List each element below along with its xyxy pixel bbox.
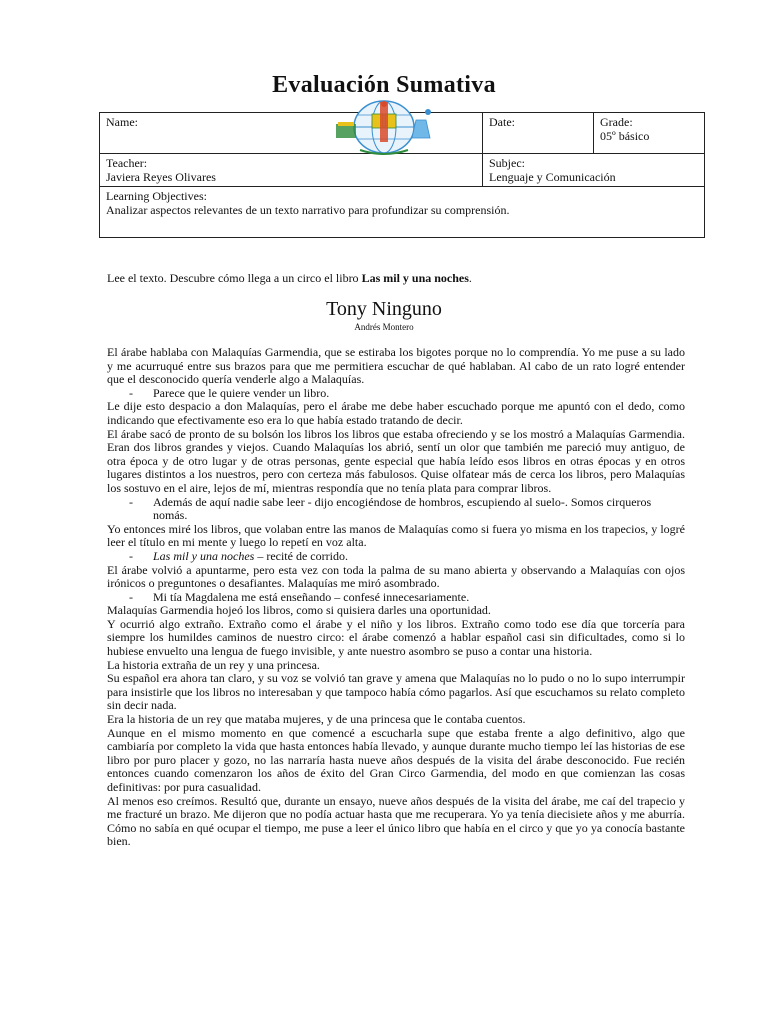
intro-text: Lee el texto. Descubre cómo llega a un circo el libro	[107, 271, 362, 285]
dash-marker: -	[129, 385, 133, 400]
paragraph: Y ocurrió algo extraño. Extraño como el árabe y el niño y los libros. Extraño como todo ese día que torcería para siempre los humildes caminos de nuestro circo: el árabe comenzó a hablar español casi sin dificultades, como si lo hubiese envuelto una lengua de fuego invisible, y ante nuestro asombro se puso a contar una historia.	[107, 616, 685, 659]
story-author: Andrés Montero	[354, 322, 414, 332]
grade-label: Grade:	[600, 115, 633, 129]
paragraph: Yo entonces miré los libros, que volaban entre las manos de Malaquías como si fuera yo misma en los trapecios, y logré leer el título en mi mente y luego lo repetí en voz alta.	[107, 521, 685, 550]
paragraph: Su español era ahora tan claro, y su voz se volvió tan grave y amena que Malaquías no lo pudo o no lo supo interrumpir para insistirle que los libros no interesaban y que tampoco había cómo pagarlos. Así que escuchamos su relato completo sin decir nada.	[107, 671, 685, 713]
dash-marker: -	[129, 589, 133, 604]
subject-cell	[483, 154, 705, 187]
dialogue-text: Además de aquí nadie sabe leer - dijo encogiéndose de hombros, escupiendo al suelo-. Somos cirqueros nomás.	[153, 494, 652, 523]
instructions	[107, 271, 707, 286]
subject-label: Subjec:	[489, 156, 525, 170]
book-title: Las mil y una noches	[361, 271, 469, 285]
paragraph: La historia extraña de un rey y una princesa.	[107, 657, 320, 672]
date-label: Date:	[489, 115, 515, 129]
teacher-value: Javiera Reyes Olivares	[106, 170, 216, 184]
dialogue-text: Mi tía Magdalena me está enseñando – confesé innecesariamente.	[153, 589, 470, 604]
page-title: Evaluación Sumativa	[272, 72, 496, 98]
objectives-value: Analizar aspectos relevantes de un texto narrativo para profundizar su comprensión.	[106, 203, 510, 217]
grade-cell	[594, 113, 705, 154]
objectives-label: Learning Objectives:	[106, 189, 207, 203]
story-body	[107, 346, 685, 849]
paragraph: Era la historia de un rey que mataba mujeres, y de una princesa que le contaba cuentos.	[107, 712, 526, 727]
dialogue-text: Parece que le quiere vender un libro.	[153, 385, 330, 400]
dialogue-book-title: Las mil y una noches	[153, 548, 255, 563]
story-title: Tony Ninguno	[326, 298, 442, 320]
dash-marker: -	[129, 494, 133, 509]
grade-value: 05º básico	[600, 129, 650, 143]
dash-marker: -	[129, 548, 133, 563]
school-crest-logo	[330, 98, 438, 156]
dialogue-line	[107, 387, 685, 401]
dialogue-line	[107, 496, 685, 523]
teacher-label: Teacher:	[106, 156, 148, 170]
date-cell	[483, 113, 594, 154]
paragraph: Le dije esto despacio a don Malaquías, pero el árabe me debe haber escuchado porque me apuntó con el dedo, como indicando que efectivamente eso era lo que había estado tratando de decir.	[107, 399, 685, 427]
objectives-cell	[100, 187, 705, 238]
subject-value: Lenguaje y Comunicación	[489, 170, 616, 184]
intro-end: .	[468, 271, 472, 285]
dialogue-text: – recité de corrido.	[254, 548, 348, 563]
paragraph: Malaquías Garmendia hojeó los libros, como si quisiera darles una oportunidad.	[107, 603, 491, 618]
teacher-cell	[100, 154, 483, 187]
paragraph: Al menos eso creímos. Resultó que, durante un ensayo, nueve años después de la visita del árabe, me caí del trapecio y me fracturé un brazo. Me dijeron que no podía actuar hasta que me recuperara. Yo ya tenía diecisiete años y me aburría. Cómo no sabía en qué ocupar el tiempo, me puse a leer el único libro que había en el circo y que yo ya conocía bastante bien.	[107, 793, 685, 849]
dialogue-line	[107, 550, 685, 564]
paragraph: Aunque en el mismo momento en que comencé a escucharla supe que estaba frente a algo definitivo, algo que cambiaría por completo la vida que hasta entonces había llevado, y aunque durante mucho tiempo leí las historias de ese libro por puro placer y gozo, no las narraría hasta nueve años después de la visita del árabe desconocido. Fue recién entonces cuando comenzaron los años de éxito del Gran Circo Garmendia, del modo en que comienzan las cosas definitivas: por pura casualidad.	[107, 725, 685, 794]
paragraph: El árabe sacó de pronto de su bolsón los libros los libros que estaba ofreciendo y se los mostró a Malaquías Garmendia. Eran dos libros grandes y viejos. Cuando Malaquías los abrió, sentí un olor que también me pareció muy antiguo, de otra época y de otro lugar y de otras personas, gente especial que había leído esos libros en otras épocas y en otros lugares distintos a los nuestros, pero con certeza más fabulosos. Quise olfatear más de cerca los libros, pero Malaquías los sostuvo en el aire, lejos de mí, mientras respondía que no tenía plata para comprar libros.	[107, 426, 685, 495]
dialogue-line	[107, 591, 685, 605]
paragraph: El árabe hablaba con Malaquías Garmendia, que se estiraba los bigotes porque no lo comprendía. Yo me puse a su lado y me acurruqué entre sus brazos para que me permitiera escuchar de qué hablaban. Al cabo de un rato logré entender que el desconocido quería venderle algo a Malaquías.	[107, 345, 685, 387]
name-label: Name:	[106, 115, 138, 129]
paragraph: El árabe volvió a apuntarme, pero esta vez con toda la palma de su mano abierta y observando a Malaquías con ojos irónicos o preguntones o desafiantes. Malaquías me miró asombrado.	[107, 562, 685, 591]
